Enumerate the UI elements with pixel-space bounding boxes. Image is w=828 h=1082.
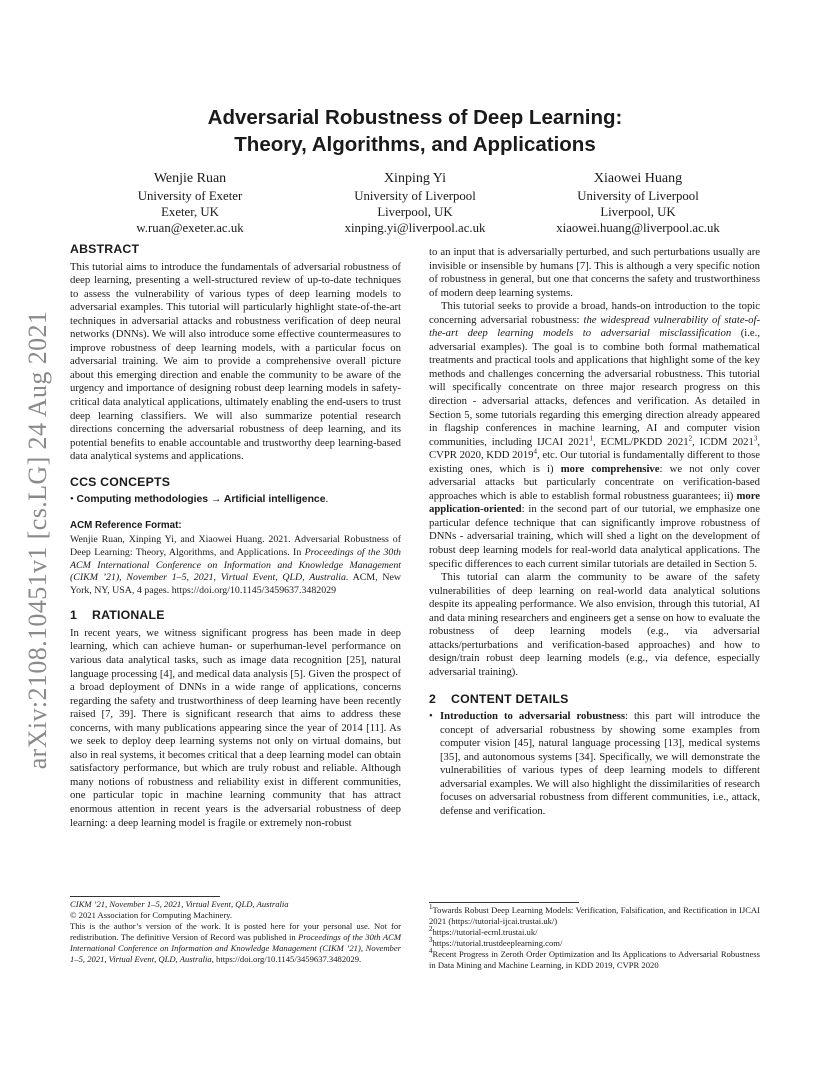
para2-f: : we not only cover adversarial attacks but particularly concentrate on verification-based approaches which is able to establish formal robustness guarantees; ii) xyxy=(429,462,760,502)
abstract-text: This tutorial aims to introduce the fundamentals of adversarial robustness of deep learning, presenting a well-structured review of up-to-date techniques to assess the vulnerability of various types of deep learning models to adversarial examples. This tutorial will particularly highlight state-of-the-art techniques in adversarial attacks and robustness verification of deep neural networks (DNNs). We will also introduce some effective countermeasures to improve robustness of deep learning models, with a particular focus on adversarial training. We aim to provide a comprehensive overall picture about this emerging direction and enable the community to be aware of the urgency and importance of designing robust deep learning models in safety-critical data analytical applications, ultimately enabling the end-users to trust deep learning classifiers. We will also summarize potential research directions concerning the adversarial robustness of deep learning, and its potential benefits to enable accountable and trustworthy deep learning-based data analytical systems and applications. xyxy=(70,260,401,463)
footnote-ref-3[interactable]: 3 xyxy=(753,434,758,443)
author-affiliation: University of Liverpool xyxy=(354,189,476,203)
section-2-heading xyxy=(429,693,760,707)
author-email[interactable]: w.ruan@exeter.ac.uk xyxy=(136,221,244,235)
copyright-block xyxy=(70,899,401,965)
author-affiliation: University of Exeter xyxy=(137,189,243,203)
right-column xyxy=(429,246,760,818)
footnote-4 xyxy=(429,949,760,971)
footnote-text[interactable]: Towards Robust Deep Learning Models: Verification, Falsification, and Rectification in IJCAI 2021 (https://tutorial-ijcai.trustai.uk/) xyxy=(429,905,760,926)
ccs-concept-text: Computing methodologies → Artificial intelligence xyxy=(76,494,326,506)
para2-a: (i.e., adversarial examples). The goal is to combine both formal mathematical treatments and practical tools and applications that highlight some of the key methods and challenges concerning the adversarial robustness. This tutorial will specifically concentrate on three major research progress on this direction - adversarial attacks, defences and verification. As detailed in Section 5, some tutorials regarding this emerging direction already appeared in flagship conferences in machine learning, AI and computer vision communities, including IJCAI 2021 xyxy=(429,327,760,448)
para2-g: : in the second part of our tutorial, we emphasize one particular defence technique that can significantly improve robustness of DNNs - adversarial training, which will shed a light on the development of robust deep learning models for real-world data analytical applications. The specific differences to each current similar tutorials are detailed in Section 5. xyxy=(429,503,760,570)
author-name: Wenjie Ruan xyxy=(153,171,227,186)
left-column xyxy=(70,243,401,830)
author-location: Liverpool, UK xyxy=(600,205,676,219)
para2-c: , ICDM 2021 xyxy=(692,435,754,448)
section-number: 2 xyxy=(429,691,437,706)
rationale-para-3: This tutorial can alarm the community to be aware of the safety vulnerabilities of deep learning on real-world data analytical solutions despite its appealing performance. We also envision, through this tutorial, AI and data mining researchers and engineers get a sense on how to evaluate the robustness of deep learning models (e.g., via adversarial attacks/perturbations and verification-based approaches) and how to design/train robust deep learning models (e.g., via defence, especially adversarial training). xyxy=(429,571,760,678)
author-name: Xiaowei Huang xyxy=(593,171,683,186)
footnote-2 xyxy=(429,927,760,938)
arxiv-stamp-text: arXiv:2108.10451v1 [cs.LG] 24 Aug 2021 xyxy=(23,310,52,770)
ccs-period: . xyxy=(325,493,329,506)
footnote-1 xyxy=(429,905,760,927)
ccs-concept xyxy=(70,493,401,507)
ccs-heading: CCS CONCEPTS xyxy=(70,474,171,489)
author-email[interactable]: xinping.yi@liverpool.ac.uk xyxy=(344,221,486,235)
copyright-line-1 xyxy=(70,899,401,910)
rationale-para-2 xyxy=(429,300,760,571)
author-3 xyxy=(523,170,753,236)
footnote-ref-4[interactable]: 4 xyxy=(533,447,538,456)
section-title: CONTENT DETAILS xyxy=(451,691,569,706)
footnotes xyxy=(429,905,760,971)
author-email[interactable]: xiaowei.huang@liverpool.ac.uk xyxy=(556,221,720,235)
author-2 xyxy=(300,170,530,236)
para2-start: This tutorial seeks to provide a broad, hands-on introduction to the topic concerning adversarial robustness: xyxy=(429,300,760,326)
title-line-1: Adversarial Robustness of Deep Learning: xyxy=(207,106,623,129)
list-item xyxy=(429,710,760,818)
footnote-mark: 4 xyxy=(429,947,433,956)
acm-ref-start: Wenjie Ruan, Xinping Yi, and Xiaowei Huang. 2021. Adversarial Robustness of Deep Learning: Theory, Algorithms, and Applications. In xyxy=(70,534,401,558)
copyright-line-2: © 2021 Association for Computing Machinery. xyxy=(70,910,233,920)
copyright-notice xyxy=(70,921,401,965)
author-location: Exeter, UK xyxy=(161,205,219,219)
footnote-text: Recent Progress in Zeroth Order Optimization and Its Applications to Adversarial Robustness in Data Mining and Machine Learning, in KDD 2019, CVPR 2020 xyxy=(429,949,760,970)
bullet-marker: • xyxy=(429,710,433,723)
footnote-mark: 3 xyxy=(429,936,433,945)
paper-title xyxy=(70,104,760,158)
list-item-title: Introduction to adversarial robustness xyxy=(440,710,626,723)
arxiv-stamp xyxy=(18,310,58,770)
footnote-mark: 1 xyxy=(429,903,433,912)
copyright-text-start: This is the author’s version of the work. It is posted here for your personal use. Not for redistribution. The definitive Version of Record was published in xyxy=(70,921,401,942)
acm-ref-end: ACM, New York, NY, USA, 4 pages. https://doi.org/10.1145/3459637.3482029 xyxy=(70,572,401,596)
acm-ref-italic: Proceedings of the 30th ACM International Conference on Information and Knowledge Management (CIKM ’21), November 1–5, 2021, Virtual Event, QLD, Australia. xyxy=(70,546,401,584)
author-location: Liverpool, UK xyxy=(377,205,453,219)
rationale-para-1-continued: to an input that is adversarially perturbed, and such perturbations usually are invisible or insensible by humans [7]. This is although a very specific notion of robustness in general, but one that concerns the safety and trustworthiness of modern deep learning systems. xyxy=(429,246,760,299)
list-item-body: : this part will introduce the concept of adversarial robustness by showing some examples from computer vision [45], natural language processing [13], medical systems [35], and autonomous systems [34]. Specifically, we will demonstrate the vulnerabilities of various types of deep learning models to different adversarial examples. We will also highlight the dissimilarities of research focuses on adversarial robustness from different communities, i.e., attack, defense and verification. xyxy=(440,710,760,817)
footnote-text[interactable]: https://tutorial-ecml.trustai.uk/ xyxy=(432,927,538,937)
footnote-rule-left xyxy=(70,896,220,897)
ccs-bullet: • xyxy=(70,493,74,506)
section-title: RATIONALE xyxy=(92,608,165,623)
footnote-ref-1[interactable]: 1 xyxy=(589,434,593,443)
list-item-text xyxy=(440,710,760,818)
section-number: 1 xyxy=(70,608,78,623)
para2-d: , CVPR 2020, KDD 2019 xyxy=(429,435,760,462)
para2-bold-2: more application-oriented xyxy=(429,489,760,516)
footnote-text[interactable]: https://tutorial.trustdeeplearning.com/ xyxy=(432,938,563,948)
abstract-heading: ABSTRACT xyxy=(70,242,140,256)
para2-b: , ECML/PKDD 2021 xyxy=(592,435,689,448)
para2-italic: the widespread vulnerability of state-of-the-art deep learning models to adversarial misclassification xyxy=(429,313,760,340)
footnote-3 xyxy=(429,938,760,949)
rationale-para-1: In recent years, we witness significant progress has been made in deep learning, which can achieve human- or superhuman-level performance on various data analytical tasks, such as image data recognition [25], natural language processing [4], and medical data analysis [5]. Given the prospect of a broad deployment of DNNs in a wide range of applications, concerns regarding the safety and trustworthiness of deep learning have been recently raised [7, 39]. There is significant research that aims to address these concerns, with many publications appearing since the year of 2014 [11]. As we seek to deploy deep learning systems not only on virtual domains, but also in real systems, it becomes critical that a deep learning model can obtain satisfactory performance, but which are truly robust and reliable. Although many notions of robustness and reliability exist in different communities, one particular topic in machine learning community that has attract enormous attention in recent years is the adversarial robustness of deep learning: a deep learning model is fragile or extremely non-robust xyxy=(70,626,401,829)
copyright-text-italic: Proceedings of the 30th ACM International Conference on Information and Knowledge Management (CIKM ’21), November 1–5, 2021, Virtual Event, QLD, Australia xyxy=(70,932,402,964)
footnote-rule-right xyxy=(429,902,579,903)
para2-e: , etc. Our tutorial is fundamentally different to those existing ones, which is i) xyxy=(429,449,761,475)
title-line-2: Theory, Algorithms, and Applications xyxy=(234,133,596,156)
acm-reference-heading: ACM Reference Format: xyxy=(70,519,182,531)
author-name: Xinping Yi xyxy=(383,171,447,186)
footnote-mark: 2 xyxy=(429,925,433,934)
acm-reference-text xyxy=(70,534,401,597)
copyright-text-end: , https://doi.org/10.1145/3459637.3482029. xyxy=(211,954,362,964)
section-1-heading xyxy=(70,609,401,623)
conference-line: CIKM ’21, November 1–5, 2021, Virtual Event, QLD, Australia xyxy=(70,899,289,909)
author-1 xyxy=(75,170,305,236)
footnote-ref-2[interactable]: 2 xyxy=(688,434,693,443)
author-affiliation: University of Liverpool xyxy=(577,189,699,203)
para2-bold-1: more comprehensive xyxy=(560,462,660,475)
